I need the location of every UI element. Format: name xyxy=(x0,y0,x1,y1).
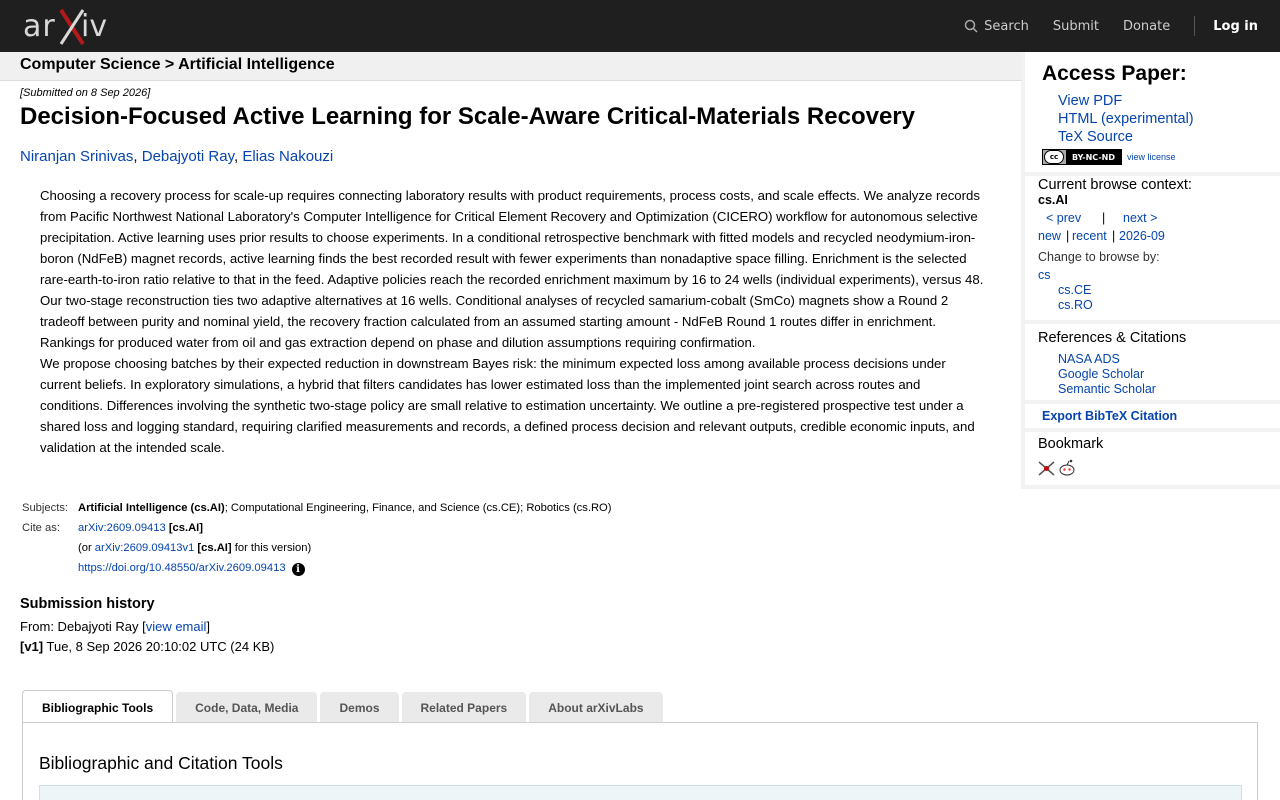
cite-version-suffix: for this version) xyxy=(231,542,312,554)
search-icon xyxy=(964,19,978,33)
prev-link[interactable]: < prev xyxy=(1046,211,1082,225)
abstract xyxy=(40,185,985,458)
submission-date: [Submitted on 8 Sep 2026] xyxy=(20,87,151,99)
change-browse-label: Change to browse by: xyxy=(1038,250,1160,264)
tab-about-arxivlabs[interactable]: About arXivLabs xyxy=(529,692,662,723)
subjects-value xyxy=(76,502,613,522)
breadcrumb-bar xyxy=(0,52,1021,81)
abstract-paragraph: Choosing a recovery process for scale-up requires connecting laboratory results with product requirements, process costs, and scale effects. We analyze records from Pacific Northwest National Laboratory's Computer Intelligence for Critical Element Recovery and Optimization (CICERO) workflow for autonomous selective precipitation. Active learning uses prior results to choose experiments. In a conditional retrospective benchmark with fitted models and recycled neodymium-iron-boron (NdFeB) magnet records, active learning finds the best recorded result with fewer experiments than nonadaptive space filling. Enrichment is the selected rare-earth-to-iron ratio relative to that in the feed. Adaptive policies reach the recorded enrichment maximum by 16 to 24 wells (individual experiments), versus 48. Our two-stage reconstruction ties two adaptive alternatives at 16 wells. Conditional analyses of recycled samarium-cobalt (SmCo) magnets show a Round 2 tradeoff between purity and nominal yield, the recovery fraction calculated from an assumed starting amount - NdFeB Round 1 routes differ in enrichment. Rankings for produced water from oil and gas extraction depend on phase and dilution assumptions requiring confirmation. xyxy=(40,188,984,350)
author-link[interactable]: Niranjan Srinivas xyxy=(20,148,134,165)
version-date: Tue, 8 Sep 2026 20:10:02 UTC (24 KB) xyxy=(43,639,275,654)
view-email-link[interactable]: view email xyxy=(145,619,207,634)
tab-panel xyxy=(22,722,1258,800)
doi-link[interactable]: https://doi.org/10.48550/arXiv.2609.09413 xyxy=(78,562,286,574)
abstract-paragraph: We propose choosing batches by their expected reduction in downstream Bayes risk: the minimum expected loss among available process decisions under current beliefs. In exploratory simulations, a hybrid that filters candidates has lower estimated loss than the implemented joint search across routes and conditions. Differences involving the synthetic two-stage policy are small relative to estimation uncertainty. We outline a pre-registered prospective test under a shared loss and logging standard, requiring clarified measurements and records, a defined process decision and relevant outputs, credible economic inputs, and validation at the intended scale. xyxy=(40,356,975,455)
tools-toggle-bar[interactable] xyxy=(39,785,1242,800)
google-scholar-link[interactable]: Google Scholar xyxy=(1058,367,1145,381)
bookmark-title: Bookmark xyxy=(1038,436,1104,452)
license-badge[interactable] xyxy=(1042,149,1122,165)
submission-history-title: Submission history xyxy=(20,596,155,612)
svg-text:ar: ar xyxy=(23,9,56,44)
labs-tabs xyxy=(22,690,666,723)
nav-divider: | xyxy=(1112,229,1116,243)
browse-context-value: cs.AI xyxy=(1038,193,1068,207)
browse-ce-link[interactable]: cs.CE xyxy=(1058,283,1092,297)
submit-link[interactable]: Submit xyxy=(1052,18,1099,34)
cite-category: [cs.AI] xyxy=(168,522,204,534)
export-box xyxy=(1025,404,1280,428)
month-link[interactable]: 2026-09 xyxy=(1119,229,1165,243)
tab-demos[interactable]: Demos xyxy=(320,692,398,723)
tab-bibliographic-tools[interactable]: Bibliographic Tools xyxy=(22,690,173,723)
from-suffix: ] xyxy=(206,619,211,634)
export-bibtex-link[interactable]: Export BibTeX Citation xyxy=(1042,409,1178,423)
license-badge-text: BY-NC-ND xyxy=(1066,150,1121,164)
paper-title: Decision-Focused Active Learning for Scale-Aware Critical-Materials Recovery xyxy=(20,103,915,130)
tab-code-data-media[interactable]: Code, Data, Media xyxy=(176,692,317,723)
from-text: From: Debajyoti Ray [ xyxy=(20,619,146,634)
view-pdf-link[interactable]: View PDF xyxy=(1058,93,1123,109)
search-button[interactable] xyxy=(964,19,1029,34)
tab-panel-title: Bibliographic and Citation Tools xyxy=(39,753,283,773)
right-sidebar xyxy=(1021,52,1280,489)
browse-context-box xyxy=(1025,176,1280,320)
submission-from xyxy=(20,619,210,634)
version-label: [v1] xyxy=(20,639,44,654)
top-bar xyxy=(0,0,1280,52)
references-title: References & Citations xyxy=(1038,330,1187,346)
cite-id-link[interactable]: arXiv:2609.09413 xyxy=(78,522,166,534)
new-link[interactable]: new xyxy=(1038,229,1061,243)
access-paper-box xyxy=(1025,52,1280,172)
browse-cs-link[interactable]: cs xyxy=(1038,268,1051,282)
recent-link[interactable]: recent xyxy=(1072,229,1107,243)
bookmark-box xyxy=(1025,432,1280,485)
html-link[interactable]: HTML (experimental) xyxy=(1058,111,1194,127)
login-link[interactable]: Log in xyxy=(1213,18,1258,34)
nasa-ads-link[interactable]: NASA ADS xyxy=(1058,352,1120,366)
version-entry xyxy=(20,639,274,654)
author-link[interactable]: Debajyoti Ray xyxy=(141,148,234,165)
cite-or-prefix: (or xyxy=(78,542,95,554)
references-box xyxy=(1025,324,1280,400)
author-list: Niranjan Srinivas, Debajyoti Ray, Elias Nakouzi xyxy=(20,148,334,165)
nav-divider: | xyxy=(1102,211,1106,225)
info-icon[interactable]: i xyxy=(292,563,305,576)
search-label: Search xyxy=(984,18,1029,34)
semantic-scholar-link[interactable]: Semantic Scholar xyxy=(1058,382,1156,396)
bibsonomy-icon[interactable] xyxy=(1038,461,1055,476)
cite-version-category: [cs.AI] xyxy=(197,542,232,554)
browse-context-title: Current browse context: xyxy=(1038,177,1192,193)
creative-commons-icon: cc xyxy=(1044,150,1064,164)
cite-label: Cite as: xyxy=(22,522,60,534)
next-link[interactable]: next > xyxy=(1123,211,1158,225)
nav-divider xyxy=(1194,16,1195,36)
reddit-icon[interactable] xyxy=(1058,459,1076,477)
browse-ro-link[interactable]: cs.RO xyxy=(1058,298,1093,312)
subjects-label: Subjects: xyxy=(22,502,69,514)
metadata-table xyxy=(20,502,613,584)
breadcrumb[interactable]: Computer Science > Artificial Intelligence xyxy=(20,56,335,73)
arxiv-logo[interactable] xyxy=(23,6,113,48)
tex-source-link[interactable]: TeX Source xyxy=(1058,129,1133,145)
nav-divider: | xyxy=(1066,229,1070,243)
donate-link[interactable]: Donate xyxy=(1122,18,1171,34)
author-link[interactable]: Elias Nakouzi xyxy=(242,148,334,165)
primary-subject: Artificial Intelligence (cs.AI) xyxy=(78,502,225,514)
view-license-link[interactable]: view license xyxy=(1127,152,1176,162)
svg-text:iv: iv xyxy=(81,9,108,44)
cite-version-link[interactable]: arXiv:2609.09413v1 xyxy=(94,542,195,554)
other-subjects: ; Computational Engineering, Finance, and Science (cs.CE); Robotics (cs.RO) xyxy=(224,502,612,514)
access-paper-title: Access Paper: xyxy=(1042,62,1187,85)
tab-related-papers[interactable]: Related Papers xyxy=(402,692,527,723)
